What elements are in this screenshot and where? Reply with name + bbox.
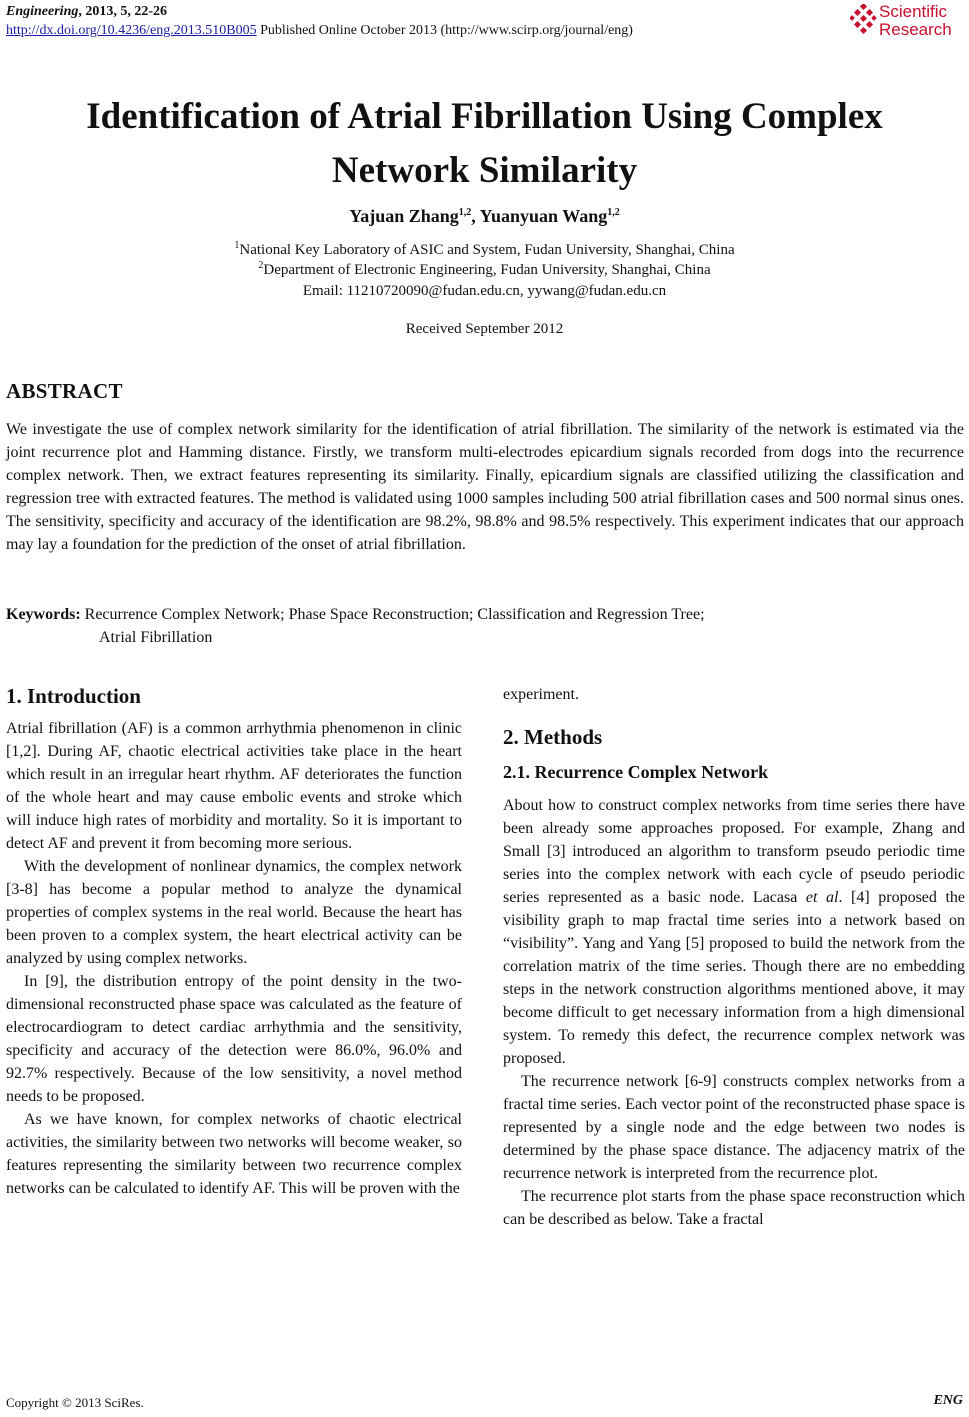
affil-1-text: National Key Laboratory of ASIC and System, Fudan University, Shanghai, China bbox=[239, 242, 735, 258]
logo-line2: Research bbox=[879, 20, 952, 39]
title-line-2: Network Similarity bbox=[331, 150, 638, 191]
author-1: Yajuan Zhang bbox=[349, 206, 459, 226]
affiliation-1 bbox=[0, 240, 969, 260]
methods-heading: 2. Methods bbox=[503, 725, 603, 749]
logo-line1: Scientific bbox=[879, 2, 948, 21]
copyright-footer: Copyright © 2013 SciRes. bbox=[6, 1395, 144, 1410]
keywords-line-2: Atrial Fibrillation bbox=[99, 629, 213, 646]
abstract-text: We investigate the use of complex network similarity for the identification of atrial fibrillation. The similarity of the network is estimated via the joint recurrence plot and Hamming distance. Firstly, we transform multi-electrodes epicardium signals recorded from dogs into the recurrence complex network. Then, we extract features representing its similarity. Finally, epicardium signals are classified utilizing the classification and regression tree with extracted features. The method is validated using 1000 samples including 500 atrial fibrillation cases and 500 normal sinus ones. The sensitivity, specificity and accuracy of the identification are 98.2%, 98.8% and 98.5% respectively. This experiment indicates that our approach may lay a foundation for the prediction of the onset of atrial fibrillation. bbox=[6, 421, 964, 553]
keywords-label: Keywords: bbox=[6, 606, 81, 623]
published-text: Published Online October 2013 (http://www.scirp.org/journal/eng) bbox=[256, 23, 633, 38]
title-line-1: Identification of Atrial Fibrillation Using Complex bbox=[86, 96, 883, 137]
journal-abbreviation: ENG bbox=[933, 1393, 963, 1408]
intro-paragraph-4: As we have known, for complex networks of chaotic electrical activities, the similarity between two networks will become weaker, so features representing the similarity between two recurrence complex networks can be calculated to identify AF. This will be proven with the bbox=[6, 1111, 462, 1197]
author-separator: , bbox=[471, 206, 480, 226]
affil-2-marker: 2 bbox=[258, 260, 264, 271]
scientific-research-logo bbox=[850, 2, 968, 42]
journal-cite: , 2013, 5, 22-26 bbox=[78, 4, 168, 19]
journal-citation-line bbox=[6, 2, 633, 21]
affiliation-2 bbox=[0, 260, 969, 280]
methods-p1-part-a: About how to construct complex networks from time series there have been already some approaches proposed. For example, Zhang and Small [3] introduced an algorithm to transform pseudo periodic time series into the complex network with each cycle of pseudo periodic series represented as a basic node. Lacasa bbox=[503, 797, 965, 906]
recurrence-network-subheading: 2.1. Recurrence Complex Network bbox=[503, 762, 769, 782]
author-email: Email: 11210720090@fudan.edu.cn, yywang@fudan.edu.cn bbox=[302, 283, 667, 299]
affil-2-text: Department of Electronic Engineering, Fudan University, Shanghai, China bbox=[263, 262, 711, 278]
logo-text bbox=[879, 3, 952, 39]
journal-header bbox=[6, 2, 633, 40]
methods-paragraph-3: The recurrence plot starts from the phase space reconstruction which can be described as below. Take a fractal bbox=[503, 1188, 965, 1228]
abstract-heading: ABSTRACT bbox=[6, 379, 123, 403]
intro-paragraph-1: Atrial fibrillation (AF) is a common arrhythmia phenomenon in clinic [1,2]. During AF, chaotic electrical activities take place in the heart which result in an irregular heart rhythm. AF deteriorates the function of the whole heart and may cause embolic events and stroke which will induce high rates of morbidity and mortality. So it is important to detect AF and prevent it from becoming more serious. bbox=[6, 720, 462, 852]
author-1-affil: 1,2 bbox=[458, 207, 472, 218]
intro-heading: 1. Introduction bbox=[6, 684, 141, 708]
methods-paragraph-1 bbox=[503, 794, 965, 1070]
doi-line bbox=[6, 21, 633, 40]
paper-title bbox=[40, 90, 929, 198]
author-2: Yuanyuan Wang bbox=[479, 206, 608, 226]
doi-link[interactable]: http://dx.doi.org/10.4236/eng.2013.510B005 bbox=[6, 23, 257, 38]
keywords-line-1: Recurrence Complex Network; Phase Space Reconstruction; Classification and Regression Tree; bbox=[80, 606, 705, 623]
methods-paragraph-2: The recurrence network [6-9] constructs complex networks from a fractal time series. Each vector point of the reconstructed phase space is represented by a single node and the edge between two nodes is determined by the phase space distance. The adjacency matrix of the recurrence network is interpreted from the recurrence plot. bbox=[503, 1073, 965, 1182]
received-date: Received September 2012 bbox=[405, 321, 564, 337]
left-column bbox=[6, 683, 462, 1200]
affil-1-marker: 1 bbox=[234, 240, 240, 251]
intro-continuation: experiment. bbox=[503, 686, 579, 703]
intro-paragraph-3: In [9], the distribution entropy of the point density in the two-dimensional reconstructed phase space was calculated as the feature of electrocardiogram to detect cardiac arrhythmia and the sensitivity, specificity and accuracy of the detection were 86.0%, 96.0% and 92.7% respectively. Because of the low sensitivity, a novel method needs to be proposed. bbox=[6, 973, 462, 1105]
keywords bbox=[6, 603, 964, 649]
right-column bbox=[503, 683, 965, 1231]
methods-p1-part-b: . [4] proposed the visibility graph to map fractal time series into a network based on “visibility”. Yang and Yang [5] proposed to build the network from the correlation matrix of the time series. Though there are no embedding steps in the network construction algorithms mentioned above, it may become difficult to get necessary information from a high dimensional system. To remedy this defect, the recurrence complex network was proposed. bbox=[503, 889, 966, 1067]
intro-paragraph-2: With the development of nonlinear dynamics, the complex network [3-8] has become a popular method to analyze the dynamical properties of complex systems in the real world. Because the heart has been proven to a complex system, the heart electrical activity can be analyzed by using complex networks. bbox=[6, 858, 462, 967]
author-list bbox=[0, 206, 969, 227]
methods-p1-etal: et al bbox=[805, 889, 839, 906]
journal-name: Engineering bbox=[6, 4, 79, 19]
author-2-affil: 1,2 bbox=[607, 207, 620, 218]
logo-diamond-icon bbox=[850, 4, 878, 38]
